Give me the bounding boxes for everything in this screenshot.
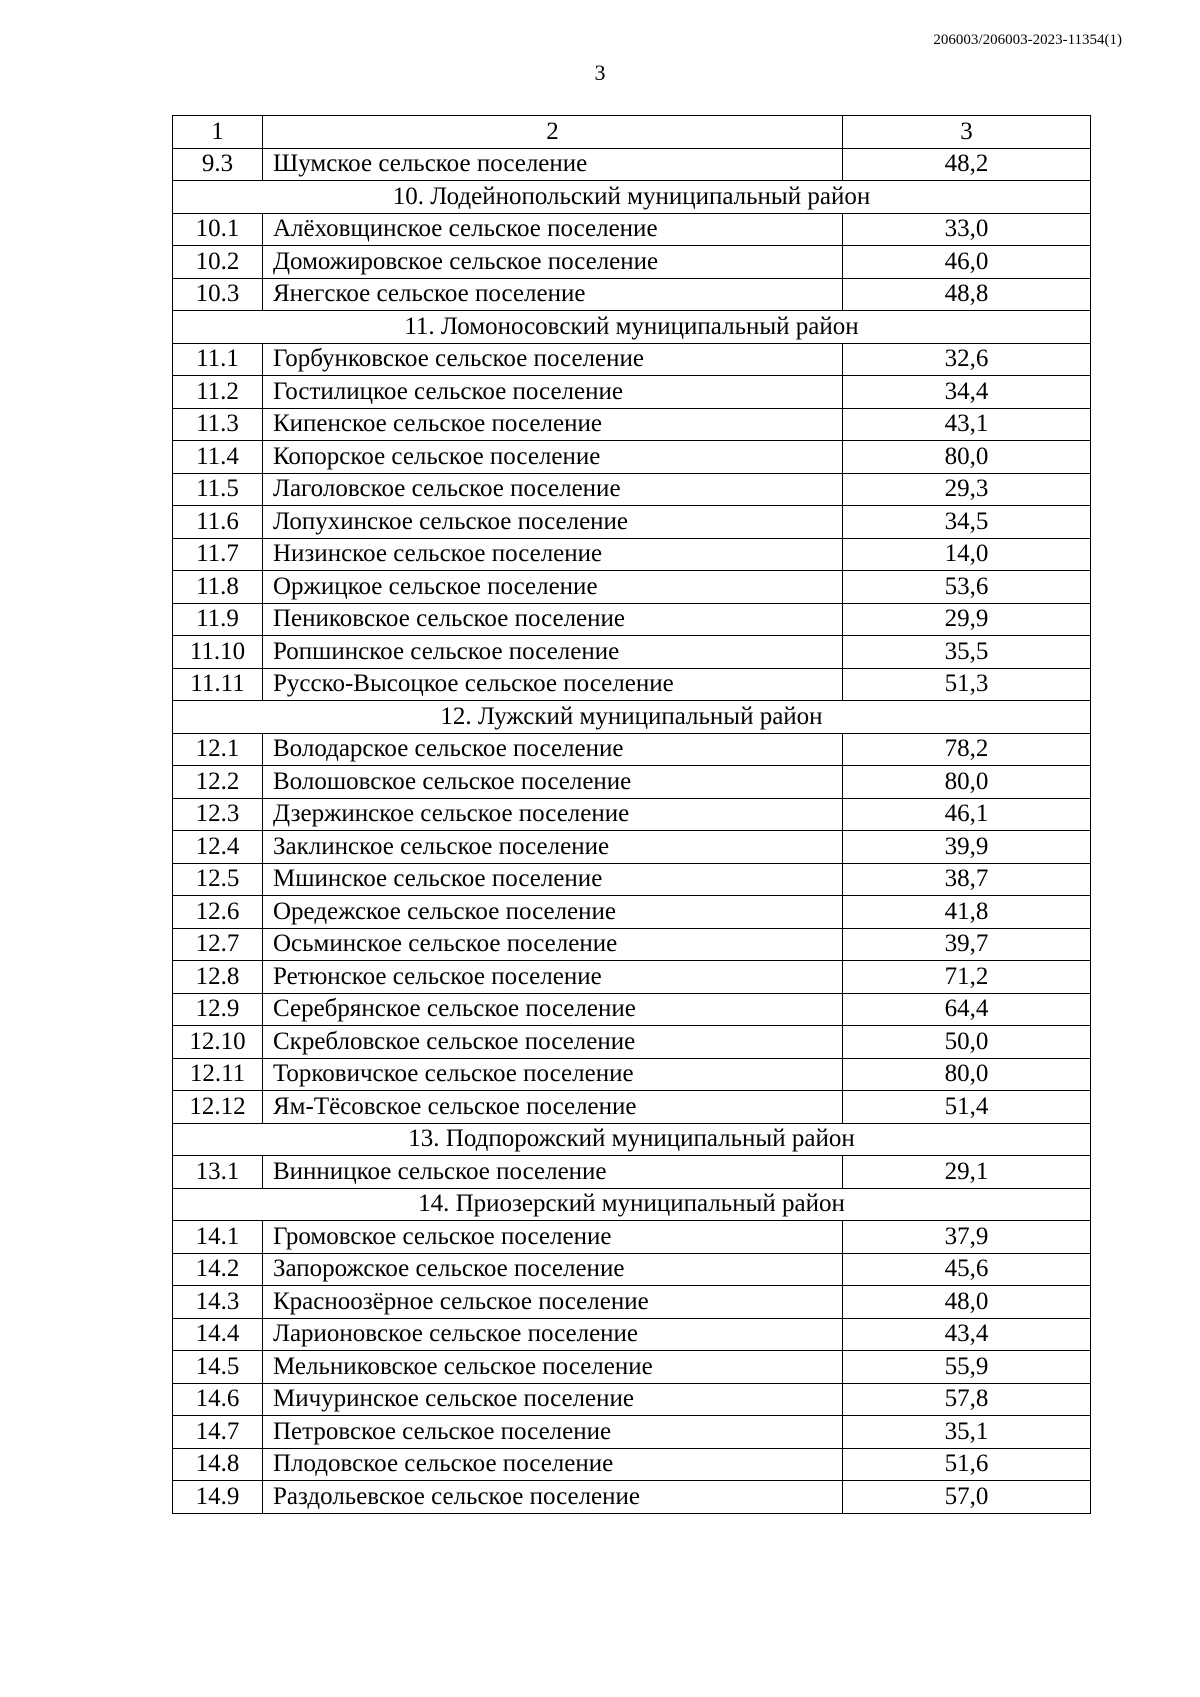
row-number: 12.2 xyxy=(173,766,263,799)
row-value: 38,7 xyxy=(843,863,1091,896)
table-row xyxy=(173,538,1091,571)
settlement-name: Пениковское сельское поселение xyxy=(263,603,843,636)
document-id: 206003/206003-2023-11354(1) xyxy=(933,32,1122,48)
table-row xyxy=(173,928,1091,961)
row-value: 48,0 xyxy=(843,1286,1091,1319)
settlement-name: Русско-Высоцкое сельское поселение xyxy=(263,668,843,701)
row-number: 11.8 xyxy=(173,571,263,604)
row-value: 64,4 xyxy=(843,993,1091,1026)
table-header-row xyxy=(173,116,1091,149)
row-value: 55,9 xyxy=(843,1351,1091,1384)
row-number: 12.9 xyxy=(173,993,263,1026)
settlement-name: Лаголовское сельское поселение xyxy=(263,473,843,506)
row-value: 34,5 xyxy=(843,506,1091,539)
row-number: 10.1 xyxy=(173,213,263,246)
row-value: 39,7 xyxy=(843,928,1091,961)
settlement-name: Ларионовское сельское поселение xyxy=(263,1318,843,1351)
settlement-name: Ропшинское сельское поселение xyxy=(263,636,843,669)
settlement-name: Дзержинское сельское поселение xyxy=(263,798,843,831)
row-value: 14,0 xyxy=(843,538,1091,571)
row-number: 12.10 xyxy=(173,1026,263,1059)
row-value: 29,3 xyxy=(843,473,1091,506)
row-number: 14.5 xyxy=(173,1351,263,1384)
section-title: 10. Лодейнопольский муниципальный район xyxy=(173,181,1091,214)
settlement-name: Доможировское сельское поселение xyxy=(263,246,843,279)
column-header-number: 1 xyxy=(173,116,263,149)
row-number: 14.4 xyxy=(173,1318,263,1351)
row-value: 45,6 xyxy=(843,1253,1091,1286)
settlement-name: Володарское сельское поселение xyxy=(263,733,843,766)
settlement-name: Янегское сельское поселение xyxy=(263,278,843,311)
row-number: 12.8 xyxy=(173,961,263,994)
table-row xyxy=(173,1481,1091,1514)
settlement-name: Скребловское сельское поселение xyxy=(263,1026,843,1059)
row-number: 14.8 xyxy=(173,1448,263,1481)
row-value: 71,2 xyxy=(843,961,1091,994)
settlement-name: Оржицкое сельское поселение xyxy=(263,571,843,604)
column-header-value: 3 xyxy=(843,116,1091,149)
settlement-name: Красноозёрное сельское поселение xyxy=(263,1286,843,1319)
section-row xyxy=(173,1188,1091,1221)
section-row xyxy=(173,1123,1091,1156)
table-row xyxy=(173,408,1091,441)
settlement-name: Мельниковское сельское поселение xyxy=(263,1351,843,1384)
table-row xyxy=(173,831,1091,864)
settlements-table xyxy=(172,115,1091,1514)
table-row xyxy=(173,798,1091,831)
section-row xyxy=(173,311,1091,344)
row-number: 11.4 xyxy=(173,441,263,474)
table-row xyxy=(173,1058,1091,1091)
row-number: 14.3 xyxy=(173,1286,263,1319)
row-value: 33,0 xyxy=(843,213,1091,246)
settlement-name: Плодовское сельское поселение xyxy=(263,1448,843,1481)
row-value: 57,8 xyxy=(843,1383,1091,1416)
row-value: 48,8 xyxy=(843,278,1091,311)
row-value: 51,4 xyxy=(843,1091,1091,1124)
section-title: 11. Ломоносовский муниципальный район xyxy=(173,311,1091,344)
row-value: 29,9 xyxy=(843,603,1091,636)
row-value: 37,9 xyxy=(843,1221,1091,1254)
section-title: 14. Приозерский муниципальный район xyxy=(173,1188,1091,1221)
section-title: 12. Лужский муниципальный район xyxy=(173,701,1091,734)
table-row xyxy=(173,1383,1091,1416)
row-value: 80,0 xyxy=(843,1058,1091,1091)
row-number: 12.3 xyxy=(173,798,263,831)
table-row xyxy=(173,473,1091,506)
table-row xyxy=(173,1416,1091,1449)
settlement-name: Низинское сельское поселение xyxy=(263,538,843,571)
table-row xyxy=(173,571,1091,604)
table-row xyxy=(173,1156,1091,1189)
row-number: 12.12 xyxy=(173,1091,263,1124)
table-row xyxy=(173,896,1091,929)
table-row xyxy=(173,961,1091,994)
row-number: 12.4 xyxy=(173,831,263,864)
settlement-name: Гостилицкое сельское поселение xyxy=(263,376,843,409)
settlement-name: Шумское сельское поселение xyxy=(263,148,843,181)
row-value: 35,1 xyxy=(843,1416,1091,1449)
table-row xyxy=(173,278,1091,311)
table-row xyxy=(173,1026,1091,1059)
row-number: 11.5 xyxy=(173,473,263,506)
row-number: 11.6 xyxy=(173,506,263,539)
settlement-name: Осьминское сельское поселение xyxy=(263,928,843,961)
table-row xyxy=(173,376,1091,409)
settlement-name: Лопухинское сельское поселение xyxy=(263,506,843,539)
settlement-name: Заклинское сельское поселение xyxy=(263,831,843,864)
settlement-name: Торковичское сельское поселение xyxy=(263,1058,843,1091)
table-row xyxy=(173,1448,1091,1481)
row-value: 46,0 xyxy=(843,246,1091,279)
settlement-name: Ретюнское сельское поселение xyxy=(263,961,843,994)
table-row xyxy=(173,766,1091,799)
row-number: 12.11 xyxy=(173,1058,263,1091)
row-number: 12.1 xyxy=(173,733,263,766)
row-number: 14.9 xyxy=(173,1481,263,1514)
row-value: 80,0 xyxy=(843,441,1091,474)
row-value: 51,3 xyxy=(843,668,1091,701)
table-row xyxy=(173,733,1091,766)
row-value: 35,5 xyxy=(843,636,1091,669)
row-number: 14.1 xyxy=(173,1221,263,1254)
section-title: 13. Подпорожский муниципальный район xyxy=(173,1123,1091,1156)
table-row xyxy=(173,1253,1091,1286)
settlement-name: Петровское сельское поселение xyxy=(263,1416,843,1449)
row-value: 78,2 xyxy=(843,733,1091,766)
table-body xyxy=(173,148,1091,1513)
row-value: 39,9 xyxy=(843,831,1091,864)
row-number: 11.7 xyxy=(173,538,263,571)
table-row xyxy=(173,1351,1091,1384)
section-row xyxy=(173,701,1091,734)
row-value: 29,1 xyxy=(843,1156,1091,1189)
row-value: 48,2 xyxy=(843,148,1091,181)
row-value: 46,1 xyxy=(843,798,1091,831)
row-number: 11.3 xyxy=(173,408,263,441)
row-value: 57,0 xyxy=(843,1481,1091,1514)
settlement-name: Волошовское сельское поселение xyxy=(263,766,843,799)
settlement-name: Запорожское сельское поселение xyxy=(263,1253,843,1286)
settlement-name: Алёховщинское сельское поселение xyxy=(263,213,843,246)
row-number: 14.7 xyxy=(173,1416,263,1449)
row-value: 50,0 xyxy=(843,1026,1091,1059)
settlement-name: Винницкое сельское поселение xyxy=(263,1156,843,1189)
settlement-name: Ям-Тёсовское сельское поселение xyxy=(263,1091,843,1124)
table-row xyxy=(173,246,1091,279)
table-row xyxy=(173,441,1091,474)
settlement-name: Копорское сельское поселение xyxy=(263,441,843,474)
table-row xyxy=(173,1221,1091,1254)
table-row xyxy=(173,1318,1091,1351)
table-row xyxy=(173,603,1091,636)
row-value: 43,4 xyxy=(843,1318,1091,1351)
row-number: 14.2 xyxy=(173,1253,263,1286)
row-value: 41,8 xyxy=(843,896,1091,929)
settlement-name: Мичуринское сельское поселение xyxy=(263,1383,843,1416)
row-number: 11.2 xyxy=(173,376,263,409)
table-row xyxy=(173,636,1091,669)
settlement-name: Кипенское сельское поселение xyxy=(263,408,843,441)
page-number: 3 xyxy=(594,60,606,85)
row-number: 11.11 xyxy=(173,668,263,701)
row-number: 10.3 xyxy=(173,278,263,311)
table-row xyxy=(173,1286,1091,1319)
row-number: 11.9 xyxy=(173,603,263,636)
row-value: 53,6 xyxy=(843,571,1091,604)
settlement-name: Мшинское сельское поселение xyxy=(263,863,843,896)
table-row xyxy=(173,993,1091,1026)
row-number: 9.3 xyxy=(173,148,263,181)
row-value: 51,6 xyxy=(843,1448,1091,1481)
row-number: 12.7 xyxy=(173,928,263,961)
settlement-name: Раздольевское сельское поселение xyxy=(263,1481,843,1514)
table-row xyxy=(173,506,1091,539)
row-number: 14.6 xyxy=(173,1383,263,1416)
table-row xyxy=(173,148,1091,181)
table-row xyxy=(173,343,1091,376)
table-row xyxy=(173,1091,1091,1124)
table-row xyxy=(173,213,1091,246)
row-number: 13.1 xyxy=(173,1156,263,1189)
row-number: 12.5 xyxy=(173,863,263,896)
row-value: 43,1 xyxy=(843,408,1091,441)
row-number: 12.6 xyxy=(173,896,263,929)
row-number: 10.2 xyxy=(173,246,263,279)
column-header-name: 2 xyxy=(263,116,843,149)
section-row xyxy=(173,181,1091,214)
row-value: 32,6 xyxy=(843,343,1091,376)
table-row xyxy=(173,863,1091,896)
row-number: 11.10 xyxy=(173,636,263,669)
row-value: 34,4 xyxy=(843,376,1091,409)
table-row xyxy=(173,668,1091,701)
row-number: 11.1 xyxy=(173,343,263,376)
row-value: 80,0 xyxy=(843,766,1091,799)
settlement-name: Громовское сельское поселение xyxy=(263,1221,843,1254)
settlement-name: Оредежское сельское поселение xyxy=(263,896,843,929)
settlement-name: Серебрянское сельское поселение xyxy=(263,993,843,1026)
settlement-name: Горбунковское сельское поселение xyxy=(263,343,843,376)
